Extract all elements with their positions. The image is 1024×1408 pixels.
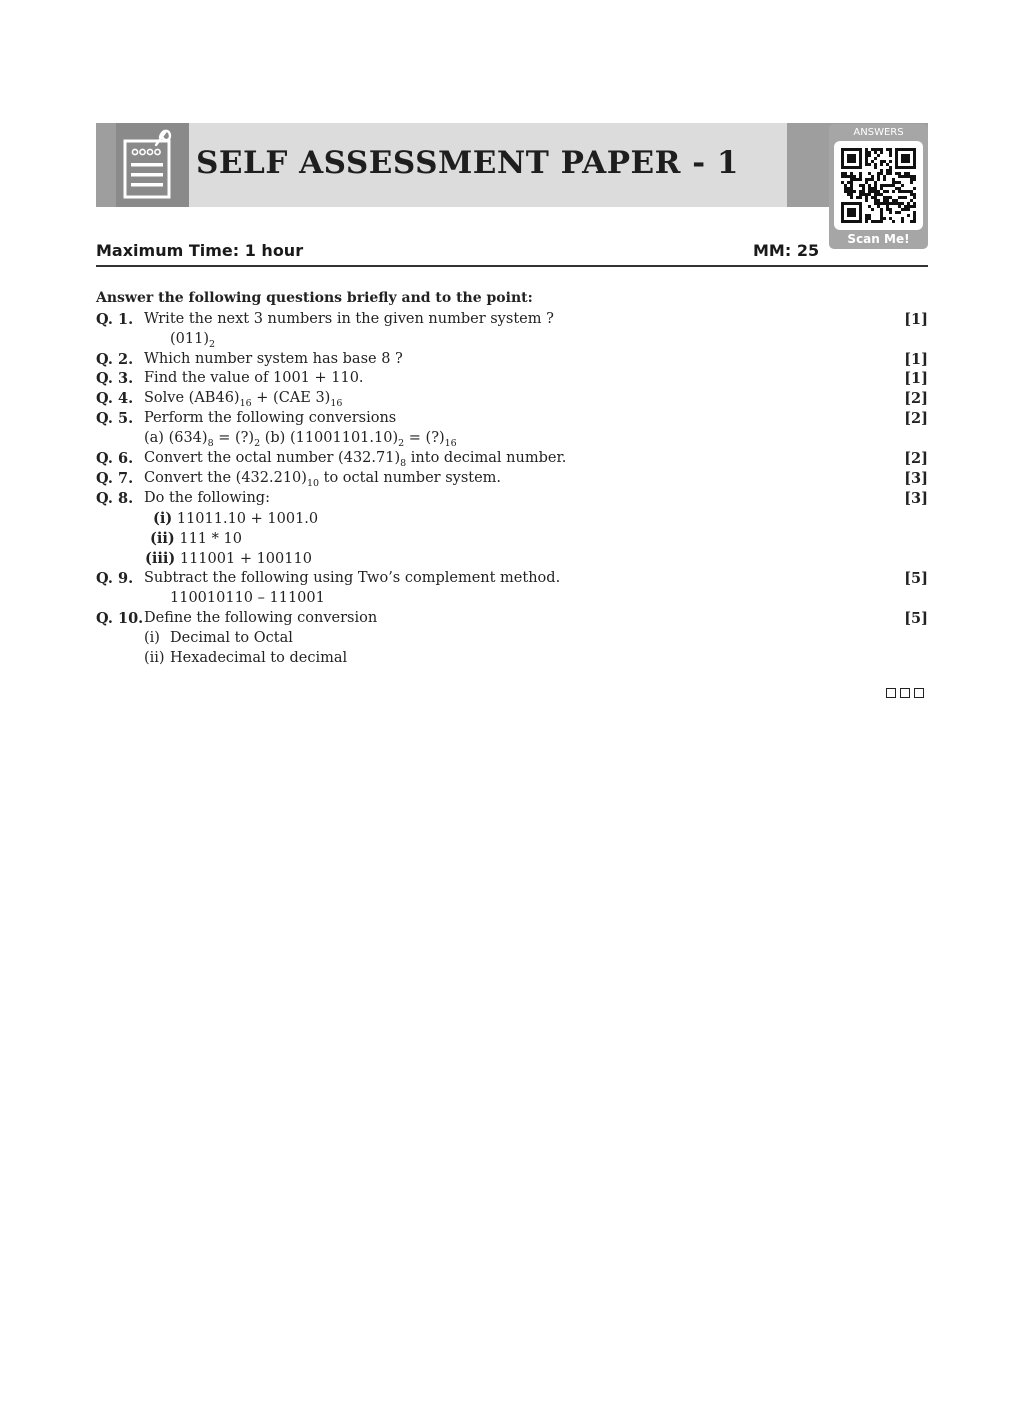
question-text: Subtract the following using Two’s complement method. — [144, 570, 561, 586]
question-number: Q. 10. — [96, 610, 144, 627]
question-number: Q. 1. — [96, 311, 134, 328]
banner-left-strip — [96, 123, 116, 207]
question-1-value — [96, 331, 928, 351]
number-value: (011) — [170, 331, 209, 347]
max-marks: MM: 25 — [753, 241, 820, 260]
header-divider — [96, 265, 928, 267]
list-item: (ii) 111 * 10 — [150, 530, 242, 547]
end-square-icon — [914, 688, 924, 698]
scan-me-label: Scan Me! — [847, 232, 910, 246]
question-text: Convert the $(432.210)_{10}$ to octal number system. — [144, 470, 502, 489]
question-number: Q. 6. — [96, 450, 134, 467]
question-5-parts: (a) $(634)_8$ = $(?)_2$ (b) $(11001101.10)_2$ = $(?)_{16}$ — [144, 430, 457, 449]
question-text: Convert the octal number $(432.71)_8$ into decimal number. — [144, 450, 567, 469]
question-marks: [1] — [904, 351, 928, 368]
list-item: (ii) Hexadecimal to decimal — [144, 650, 348, 666]
base-subscript: 2 — [209, 339, 216, 350]
question-number: Q. 5. — [96, 410, 134, 427]
question-marks: [3] — [904, 470, 928, 487]
question-marks: [2] — [904, 450, 928, 467]
question-marks: [2] — [904, 390, 928, 407]
question-5 — [96, 410, 928, 430]
question-marks: [1] — [904, 311, 928, 328]
title-banner — [96, 123, 928, 207]
answers-label: ANSWERS — [853, 127, 904, 138]
question-text: Perform the following conversions — [144, 410, 397, 426]
question-text: Which number system has base 8 ? — [144, 351, 403, 367]
end-square-icon — [886, 688, 896, 698]
end-square-icon — [900, 688, 910, 698]
qr-code-icon[interactable] — [834, 141, 923, 230]
page-title: SELF ASSESSMENT PAPER - 1 — [196, 145, 739, 181]
max-time: Maximum Time: 1 hour — [96, 241, 304, 260]
question-marks: [1] — [904, 370, 928, 387]
question-text: Do the following: — [144, 490, 270, 506]
question-8 — [96, 490, 928, 510]
question-number: Q. 9. — [96, 570, 134, 587]
question-number: Q. 2. — [96, 351, 134, 368]
question-3 — [96, 370, 928, 390]
question-number: Q. 3. — [96, 370, 134, 387]
question-text: Solve $(AB46)_{16} + (CAE$ $3)_{16}$ — [144, 390, 343, 409]
question-marks: [5] — [904, 570, 928, 587]
question-number: Q. 7. — [96, 470, 134, 487]
answers-qr-card[interactable] — [829, 124, 928, 249]
list-item: (i) Decimal to Octal — [144, 630, 293, 646]
question-4 — [96, 390, 928, 410]
question-10 — [96, 610, 928, 630]
notepad-icon — [116, 123, 189, 207]
question-marks: [5] — [904, 610, 928, 627]
list-item: (iii) 111001 + 100110 — [145, 550, 312, 567]
question-text: Define the following conversion — [144, 610, 378, 626]
question-2 — [96, 351, 928, 371]
question-marks: [3] — [904, 490, 928, 507]
list-item: (i) 11011.10 + 1001.0 — [153, 510, 319, 527]
question-1 — [96, 311, 928, 331]
question-7 — [96, 470, 928, 490]
question-9-value: 110010110 – 111001 — [170, 590, 325, 606]
question-text: Write the next 3 numbers in the given number system ? — [144, 311, 554, 327]
instruction: Answer the following questions briefly and to the point: — [96, 290, 533, 306]
question-6 — [96, 450, 928, 470]
question-number: Q. 4. — [96, 390, 134, 407]
question-number: Q. 8. — [96, 490, 134, 507]
question-marks: [2] — [904, 410, 928, 427]
question-text: Find the value of 1001 + 110. — [144, 370, 364, 386]
question-9 — [96, 570, 928, 590]
